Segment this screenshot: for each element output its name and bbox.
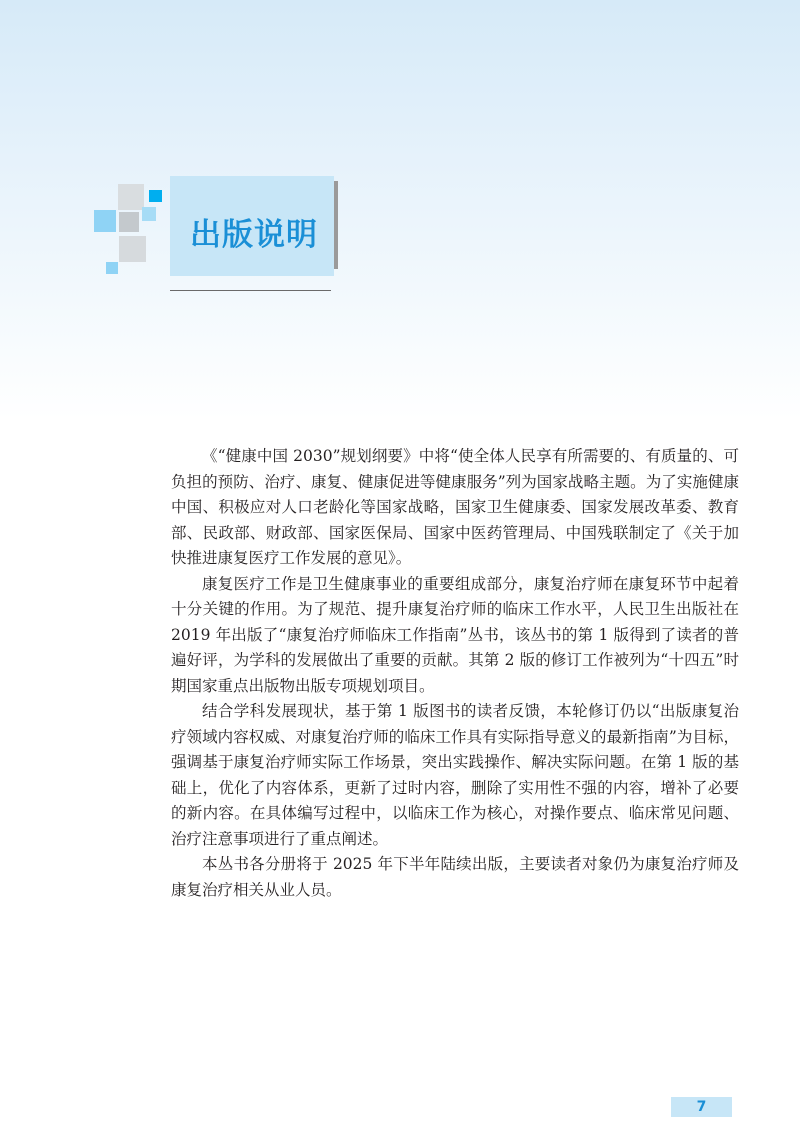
deco-square-sky-right bbox=[142, 207, 156, 221]
deco-square-gray-mid bbox=[119, 212, 139, 232]
deco-square-blue-small bbox=[149, 190, 162, 202]
body-text bbox=[171, 444, 739, 903]
paragraph: 《“健康中国 2030”规划纲要》中将“使全体人民享有所需要的、有质量的、可负担的预防、治疗、康复、健康促进等健康服务”列为国家战略主题。为了实施健康中国、积极应对人口老龄化等国家战略，国家卫生健康委、国家发展改革委、教育部、民政部、财政部、国家医保局、国家中医药管理局、中国残联制定了《关于加快推进康复医疗工作发展的意见》。 bbox=[171, 447, 739, 567]
title-underline bbox=[170, 290, 331, 291]
paragraph: 康复医疗工作是卫生健康事业的重要组成部分，康复治疗师在康复环节中起着十分关键的作用。为了规范、提升康复治疗师的临床工作水平，人民卫生出版社在 2019 年出版了“康复治疗师临床工作指南”丛书，该丛书的第 1 版得到了读者的普遍好评，为学科的发展做出了重要的贡献。其第 2 版的修订工作被列为“十四五”时期国家重点出版物出版专项规划项目。 bbox=[171, 574, 739, 695]
deco-square-sky-bottom bbox=[106, 262, 118, 274]
deco-square-sky-left bbox=[94, 210, 116, 232]
paragraph: 本丛书各分册将于 2025 年下半年陆续出版，主要读者对象仍为康复治疗师及康复治疗相关从业人员。 bbox=[171, 855, 739, 899]
deco-square-gray-bottom bbox=[119, 236, 146, 262]
paragraph: 结合学科发展现状，基于第 1 版图书的读者反馈，本轮修订仍以“出版康复治疗领域内容权威、对康复治疗师的临床工作具有实际指导意义的最新指南”为目标，强调基于康复治疗师实际工作场景，突出实践操作、解决实际问题。在第 1 版的基础上，优化了内容体系，更新了过时内容，删除了实用性不强的内容，增补了必要的新内容。在具体编写过程中，以临床工作为核心，对操作要点、临床常见问题、治疗注意事项进行了重点阐述。 bbox=[171, 702, 739, 848]
deco-square-gray-top bbox=[118, 184, 144, 210]
page-title: 出版说明 bbox=[190, 217, 318, 253]
page-number: 7 bbox=[671, 1097, 732, 1117]
